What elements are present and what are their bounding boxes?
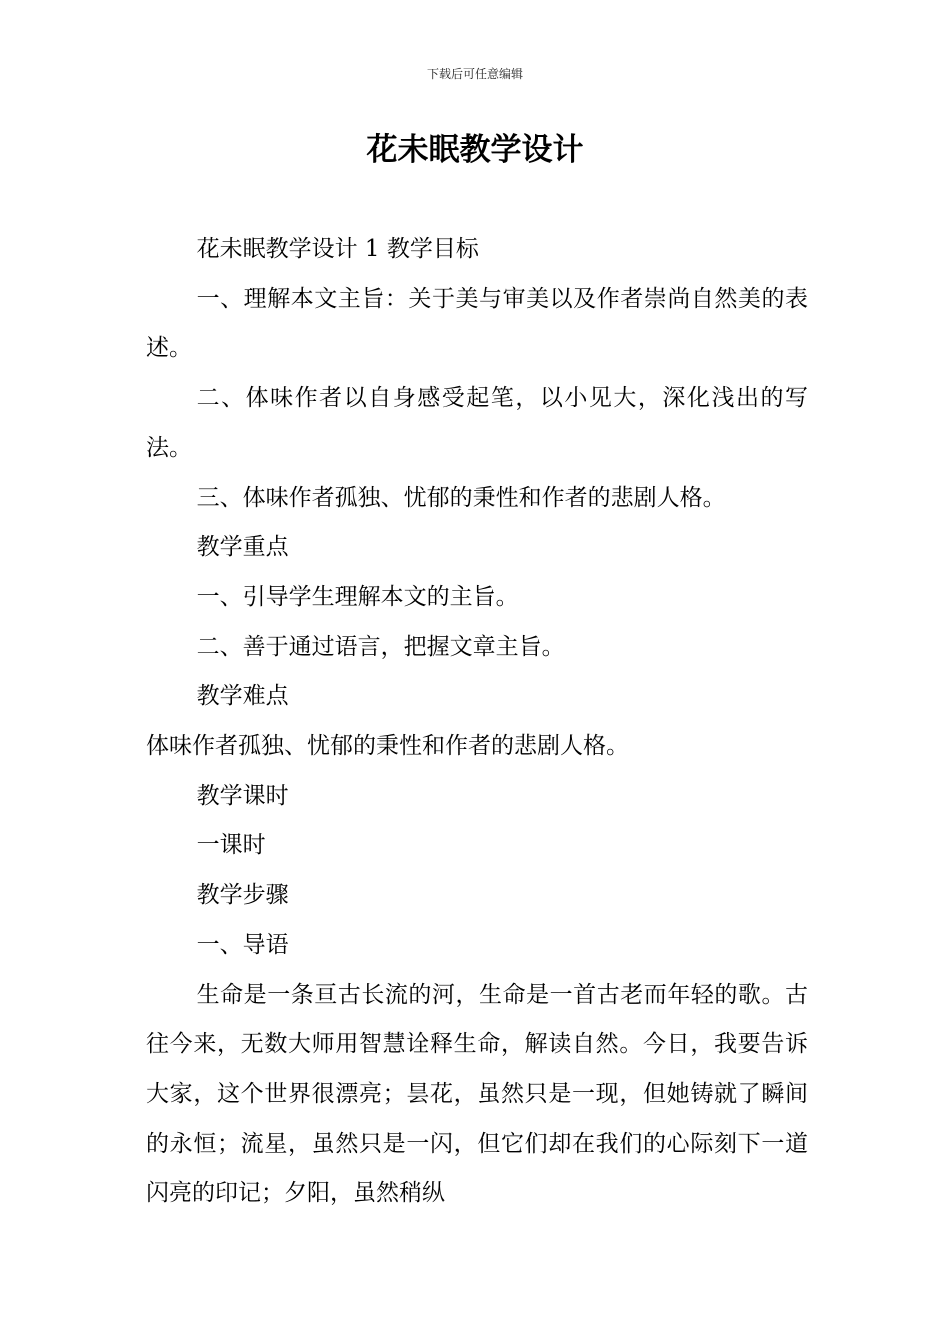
paragraph-introduction-text: 生命是一条亘古长流的河，生命是一首古老而年轻的歌。古往今来，无数大师用智慧诠释生命，解读自然。今日，我要告诉大家，这个世界很漂亮；昙花，虽然只是一现，但她铸就了瞬间的永恒；流星，虽然只是一闪，但它们却在我们的心际刻下一道闪亮的印记；夕阳，虽然稍纵 (146, 981, 808, 1207)
paragraph-teaching-goals-heading: 花未眠教学设计 1 教学目标 (196, 236, 479, 262)
paragraph-key-point-1: 一、引导学生理解本文的主旨。 (196, 583, 519, 610)
document-title: 花未眠教学设计 (366, 132, 584, 168)
paragraph-goal-3: 三、体味作者孤独、忧郁的秉性和作者的悲剧人格。 (196, 484, 726, 511)
page-header-note: 下载后可任意编辑 (426, 67, 523, 81)
paragraph-goal-2: 二、体味作者以自身感受起笔，以小见大，深化浅出的写法。 (146, 385, 808, 461)
paragraph-class-hours: 一课时 (196, 832, 266, 859)
paragraph-class-hours-heading: 教学课时 (196, 782, 289, 809)
paragraph-steps-heading: 教学步骤 (196, 882, 289, 909)
document-body (146, 225, 808, 1219)
paragraph-introduction-heading: 一、导语 (196, 931, 289, 958)
paragraph-goal-1: 一、理解本文主旨：关于美与审美以及作者崇尚自然美的表述。 (146, 285, 808, 362)
paragraph-difficulty-heading: 教学难点 (196, 683, 289, 710)
paragraph-key-points-heading: 教学重点 (196, 534, 289, 561)
paragraph-difficulty: 体味作者孤独、忧郁的秉性和作者的悲剧人格。 (146, 733, 629, 760)
paragraph-key-point-2: 二、善于通过语言，把握文章主旨。 (196, 633, 565, 660)
